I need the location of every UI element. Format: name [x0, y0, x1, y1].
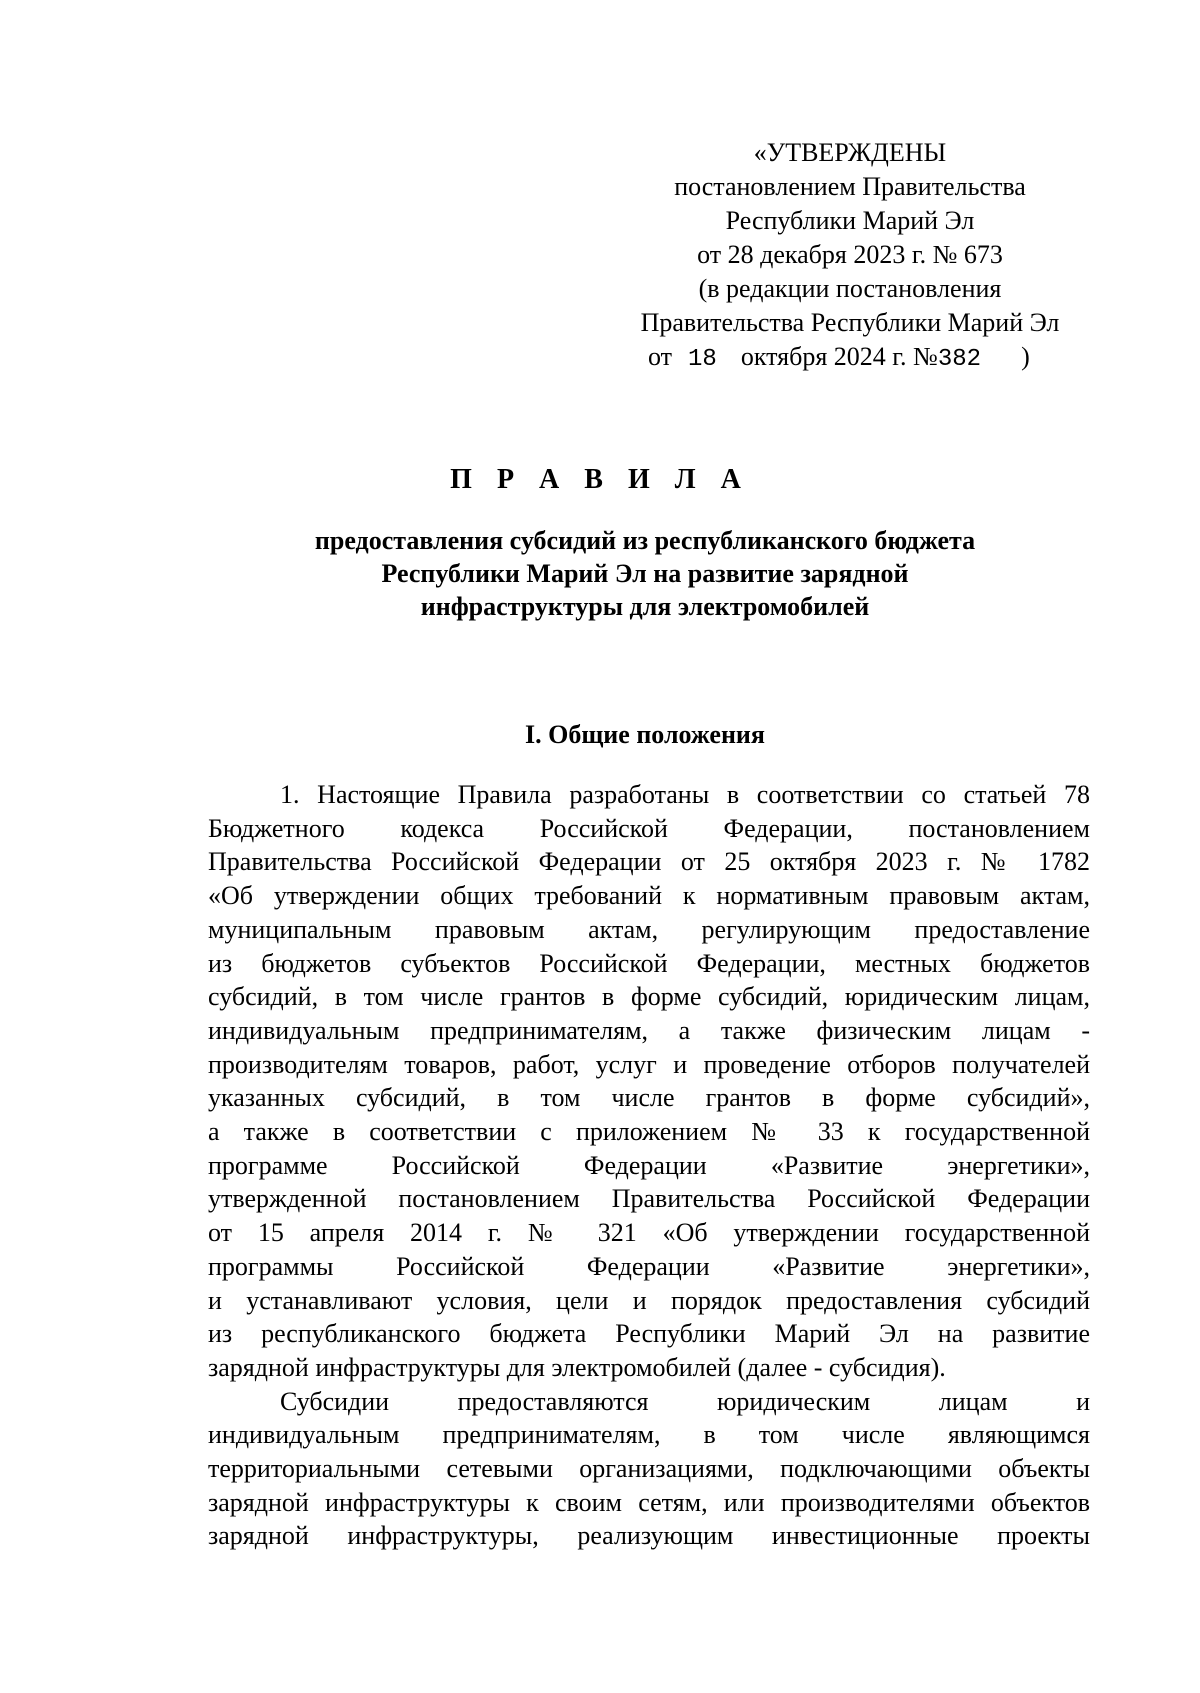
approval-line: (в редакции постановления — [698, 274, 1002, 303]
approval-amendment-date-line — [610, 340, 1090, 377]
text-line: программе Российской Федерации «Развитие энергетики», — [208, 1150, 1090, 1180]
approval-line: от 28 декабря 2023 г. № 673 — [697, 240, 1003, 269]
approval-number: 382 — [937, 346, 982, 373]
text-line: Субсидии предоставляются юридическим лицам и — [280, 1386, 1090, 1416]
text-line: из бюджетов субъектов Российской Федерации, местных бюджетов — [208, 948, 1090, 978]
approval-date-prefix: от — [648, 342, 673, 371]
text-line: зарядной инфраструктуры к своим сетям, или производителями объектов — [208, 1487, 1090, 1517]
subtitle-line: инфраструктуры для электромобилей — [420, 592, 870, 621]
text-line: и устанавливают условия, цели и порядок предоставления субсидий — [208, 1285, 1090, 1315]
text-line: указанных субсидий, в том числе грантов в форме субсидий», — [208, 1083, 1090, 1113]
section-heading: I. Общие положения — [525, 720, 765, 749]
text-line: утвержденной постановлением Правительства Российской Федерации — [208, 1184, 1090, 1214]
text-line: производителям товаров, работ, услуг и проведение отборов получателей — [208, 1049, 1090, 1079]
text-line: 1. Настоящие Правила разработаны в соответствии со статьей 78 — [280, 780, 1090, 809]
subtitle-line: Республики Марий Эл на развитие зарядной — [381, 559, 909, 588]
approval-closing-paren: ) — [1021, 342, 1030, 371]
approval-block — [610, 136, 1090, 377]
approval-line: постановлением Правительства — [674, 172, 1026, 201]
text-line: из республиканского бюджета Республики Марий Эл на развитие — [208, 1319, 1090, 1349]
approval-line: Правительства Республики Марий Эл — [640, 308, 1060, 337]
body-text — [208, 778, 1090, 1553]
text-line: зарядной инфраструктуры для электромобилей (далее - субсидия). — [208, 1352, 946, 1382]
text-line: зарядной инфраструктуры, реализующим инвестиционные проекты — [208, 1521, 1090, 1551]
document-title: П Р А В И Л А — [450, 464, 750, 495]
text-line: территориальными сетевыми организациями, подключающими объекты — [208, 1454, 1090, 1484]
approval-line: «УТВЕРЖДЕНЫ — [753, 138, 947, 167]
text-line: программы Российской Федерации «Развитие энергетики», — [208, 1251, 1090, 1281]
text-line: «Об утверждении общих требований к нормативным правовым актам, — [208, 881, 1090, 911]
text-line: индивидуальным предпринимателям, а также физическим лицам - — [208, 1015, 1090, 1045]
text-line: индивидуальным предпринимателям, в том числе являющимся — [208, 1420, 1090, 1450]
approval-month-year: октября 2024 г. № — [740, 342, 938, 371]
paragraph-2 — [208, 1385, 1090, 1554]
paragraph-1 — [208, 778, 1090, 1385]
document-subtitle — [200, 524, 1090, 623]
text-line: муниципальным правовым актам, регулирующим предоставление — [208, 914, 1090, 944]
text-line: а также в соответствии с приложением № 33 к государственной — [208, 1117, 1090, 1147]
text-line: субсидий, в том числе грантов в форме субсидий, юридическим лицам, — [208, 982, 1090, 1012]
subtitle-line: предоставления субсидий из республиканского бюджета — [314, 526, 976, 555]
text-line: Бюджетного кодекса Российской Федерации, постановлением — [208, 813, 1090, 843]
approval-line: Республики Марий Эл — [725, 206, 975, 235]
text-line: от 15 апреля 2014 г. № 321 «Об утверждении государственной — [208, 1218, 1090, 1248]
approval-day: 18 — [688, 346, 717, 373]
text-line: Правительства Российской Федерации от 25 октября 2023 г. № 1782 — [208, 847, 1090, 877]
